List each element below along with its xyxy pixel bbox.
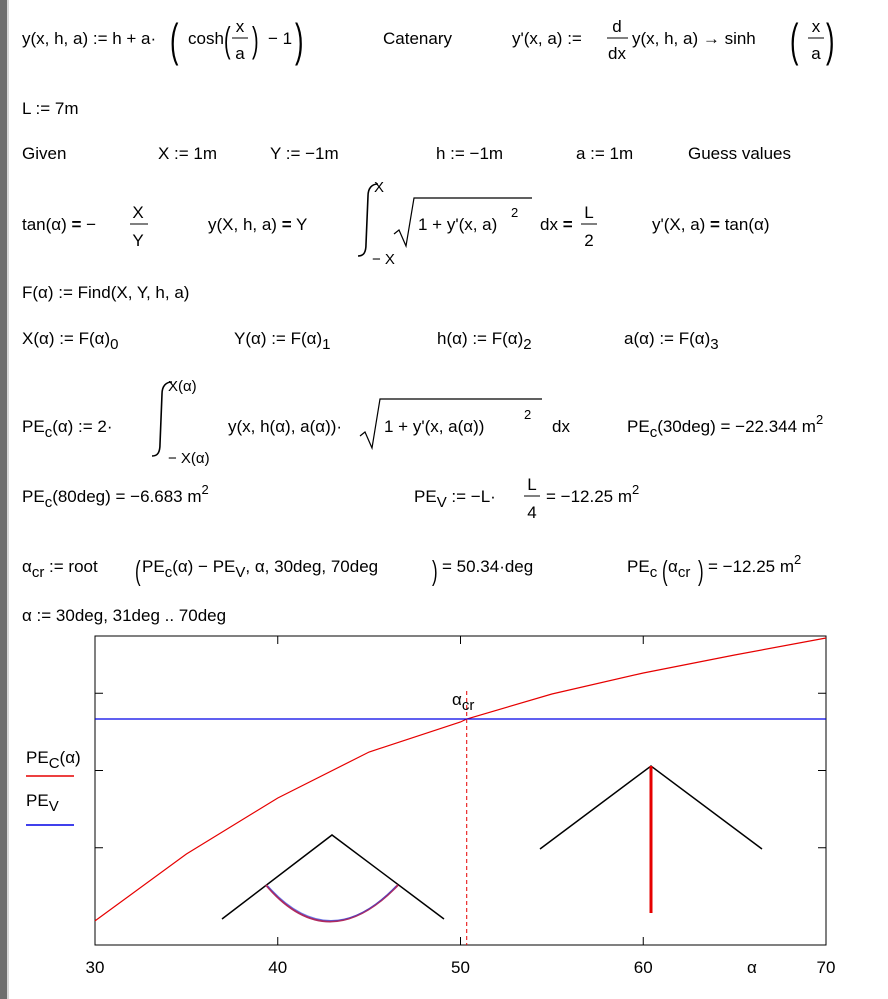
x-tick-label: 30	[85, 958, 105, 977]
pe-vs-alpha-chart	[26, 636, 835, 977]
PEv-definition	[414, 475, 639, 522]
svg-text:y'(x, a) :=: y'(x, a) :=	[512, 29, 582, 48]
x-axis-label: α	[747, 958, 757, 977]
svg-text:y(X, h, a) = Y: y(X, h, a) = Y	[208, 215, 308, 234]
svg-text:y(x, h(α), a(α))·: y(x, h(α), a(α))·	[228, 417, 343, 436]
svg-text:X: X	[374, 179, 385, 196]
svg-text:αcr := root: αcr := root	[22, 557, 98, 581]
svg-text:): )	[698, 554, 704, 587]
svg-text:a: a	[811, 44, 821, 63]
PEc-alpha-cr-result	[627, 552, 801, 586]
svg-text:x: x	[235, 17, 245, 36]
catenary-label: Catenary	[383, 29, 452, 48]
constraint-tan	[22, 203, 148, 250]
svg-text:PEV := −L·: PEV := −L·	[414, 487, 496, 511]
guess-values-label: Guess values	[688, 144, 791, 163]
svg-text:PEc(α) := 2·: PEc(α) := 2·	[22, 417, 113, 441]
x-tick-label: 40	[268, 958, 288, 977]
svg-text:= 50.34·deg: = 50.34·deg	[442, 557, 534, 576]
guess-Y: Y := −1m	[270, 144, 339, 163]
svg-text:PEc(30deg) = −22.344 m2: PEc(30deg) = −22.344 $m^2$	[627, 412, 824, 441]
svg-text:d: d	[612, 17, 622, 36]
x-tick-label: 60	[633, 958, 653, 977]
svg-text:PEc: PEc	[627, 557, 658, 581]
svg-text:(: (	[661, 554, 668, 587]
svg-text:1 + y'(x, a(α)): 1 + y'(x, a(α))	[384, 417, 485, 436]
svg-text:h(α) := F(α)2: h(α) := F(α)2	[437, 329, 532, 353]
svg-text:− X(α): − X(α)	[168, 450, 210, 467]
constraint-y	[208, 215, 307, 234]
length-definition: L := 7m	[22, 99, 79, 118]
svg-text:Y: Y	[132, 231, 144, 250]
svg-text:cosh: cosh	[188, 29, 224, 48]
derivative-definition	[512, 14, 834, 66]
catenary-definition	[22, 14, 303, 66]
legend-pev-label: PEV	[26, 791, 59, 815]
X-of-alpha	[22, 329, 118, 353]
PEc-80deg-result	[22, 482, 209, 511]
svg-text:1 + y'(x, a): 1 + y'(x, a)	[418, 215, 498, 234]
guess-a: a := 1m	[576, 144, 634, 163]
h-of-alpha	[437, 329, 532, 353]
svg-text:− X: − X	[372, 251, 395, 268]
PEc-30deg-result	[627, 412, 823, 441]
svg-text:X(α) := F(α)0: X(α) := F(α)0	[22, 329, 119, 353]
svg-text:4: 4	[527, 503, 537, 522]
x-tick-label: 70	[816, 958, 836, 977]
svg-text:): )	[431, 554, 438, 587]
svg-text:αcr: αcr	[668, 557, 691, 581]
svg-text:(: (	[135, 554, 141, 587]
guess-h: h := −1m	[436, 144, 504, 163]
svg-text:2: 2	[584, 231, 594, 250]
svg-text:Y(α) := F(α)1: Y(α) := F(α)1	[234, 329, 331, 353]
svg-text:X(α): X(α)	[168, 378, 197, 395]
svg-text:L: L	[527, 475, 537, 494]
guess-X: X := 1m	[158, 144, 218, 163]
svg-text:− 1: − 1	[268, 29, 293, 48]
svg-text:x: x	[811, 17, 821, 36]
svg-text:): )	[826, 13, 835, 66]
svg-text:y(x, h, a) := h + a·: y(x, h, a) := h + a·	[22, 29, 157, 48]
svg-text:(: (	[170, 13, 179, 66]
constraint-integral	[358, 179, 597, 268]
svg-text:PEc(α) − PEV, α, 30deg, 70deg: PEc(α) − PEV, α, 30deg, 70deg	[142, 557, 379, 581]
svg-text:dx: dx	[608, 44, 626, 63]
svg-text:X: X	[132, 203, 144, 222]
given-label: Given	[22, 144, 67, 163]
svg-text:a(α) := F(α)3: a(α) := F(α)3	[624, 329, 719, 353]
a-of-alpha	[624, 329, 719, 353]
svg-text:PEc(80deg) = −6.683 m2: PEc(80deg) = −6.683 $m^2$	[22, 482, 209, 511]
svg-text:a: a	[235, 44, 245, 63]
svg-text:dx: dx	[552, 417, 570, 436]
svg-text:(: (	[224, 21, 231, 61]
svg-text:y'(X, a) = tan(α): y'(X, a) = tan(α)	[652, 215, 770, 234]
svg-text:y(x, h, a) → sinh: y(x, h, a) → sinh	[632, 29, 756, 48]
svg-text:(: (	[790, 13, 799, 66]
legend-pec-label: PEC(α)	[26, 748, 81, 772]
x-tick-label: 50	[451, 958, 470, 977]
svg-text:L: L	[584, 203, 594, 222]
svg-text:2: 2	[511, 205, 519, 220]
plot-frame	[95, 636, 826, 945]
alpha-cr-marker-label: αcr	[452, 690, 475, 714]
chart-legend	[26, 748, 81, 825]
find-definition: F(α) := Find(X, Y, h, a)	[22, 283, 190, 302]
svg-text:= −12.25 m2: = −12.25 $m^2$	[546, 482, 640, 506]
alpha-cr-definition	[22, 555, 533, 587]
svg-text:): )	[252, 21, 259, 61]
svg-text:2: 2	[524, 407, 532, 422]
svg-text:): )	[295, 13, 304, 66]
Y-of-alpha	[234, 329, 330, 353]
svg-text:= −12.25 m2: = −12.25 $m^2$	[708, 552, 802, 576]
svg-text:dx =: dx =	[540, 215, 573, 234]
svg-text:tan(α) = −: tan(α) = −	[22, 215, 97, 234]
constraint-slope	[652, 215, 769, 234]
alpha-range: α := 30deg, 31deg .. 70deg	[22, 606, 227, 625]
PEc-definition	[22, 378, 570, 467]
